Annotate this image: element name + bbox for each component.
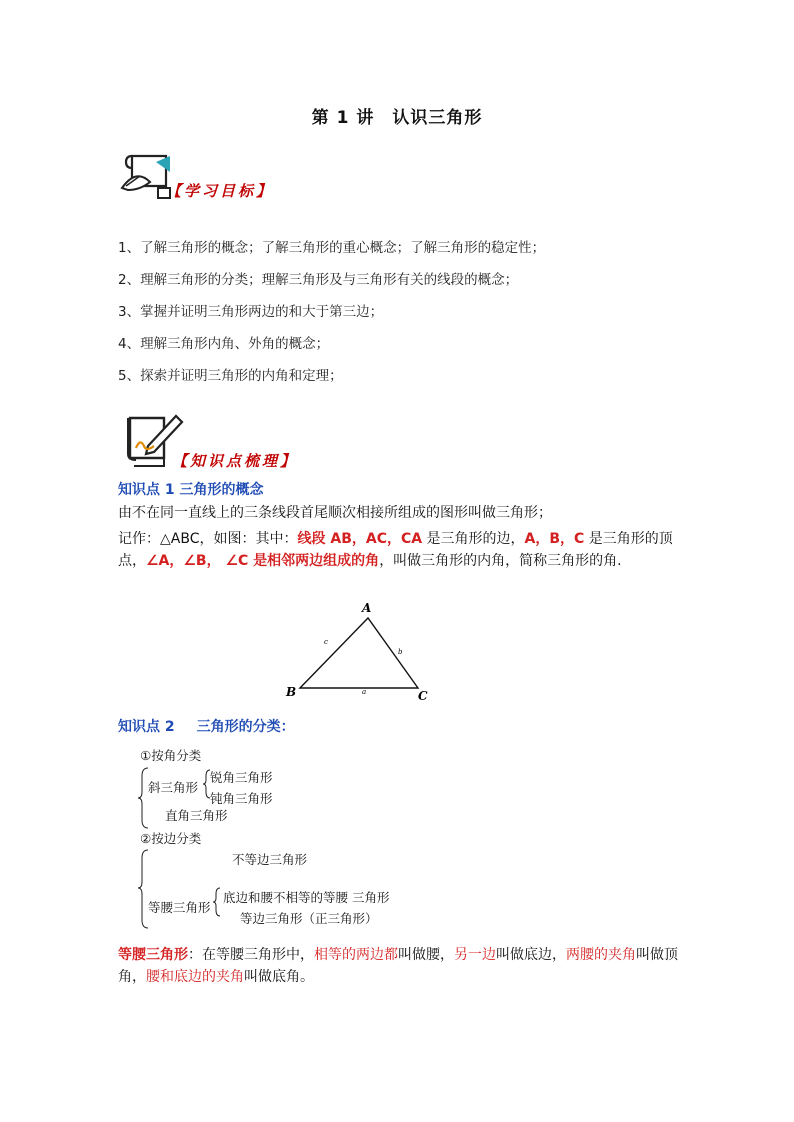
iso-def-base-angle: 腰和底边的夹角 xyxy=(146,969,244,985)
iso-def-p3: 叫做底边， xyxy=(496,947,566,963)
triangle-abc-figure xyxy=(280,598,480,708)
goal-item-3: 3、掌握并证明三角形两边的和大于第三边； xyxy=(118,304,384,320)
page-title xyxy=(0,103,794,128)
kp1-note-vertices: A，B，C xyxy=(524,531,585,547)
kp1-heading: 知识点 1 三角形的概念 xyxy=(118,482,264,498)
right-triangle: 直角三角形 xyxy=(165,808,228,823)
goal-item-5: 5、探索并证明三角形的内角和定理； xyxy=(118,368,343,384)
vertex-label-b: B xyxy=(286,685,297,699)
isosceles-triangle: 等腰三角形 xyxy=(148,900,211,915)
vertex-label-c: C xyxy=(418,689,428,703)
kp1-note-end: ，叫做三角形的内角，简称三角形的角. xyxy=(379,553,622,569)
knowledge-badge-label: 【知识点梳理】 xyxy=(172,452,299,470)
goal-item-4: 4、理解三角形内角、外角的概念； xyxy=(118,336,330,352)
goal-item-2: 2、理解三角形的分类；理解三角形及与三角形有关的线段的概念； xyxy=(118,272,519,288)
iso-def-term: 等腰三角形 xyxy=(118,947,188,963)
iso-def-apex-angle: 两腰的夹角 xyxy=(566,947,636,963)
kp2-heading xyxy=(118,716,295,736)
iso-def-base: 另一边 xyxy=(454,947,496,963)
by-angle-label: ①按角分类 xyxy=(140,748,202,763)
kp1-note-sides: 线段 AB，AC，CA xyxy=(297,531,423,547)
goals-badge xyxy=(118,150,318,206)
obtuse-triangle: 钝角三角形 xyxy=(210,791,273,806)
by-side-label: ②按边分类 xyxy=(140,831,202,846)
vertex-label-a: A xyxy=(362,601,372,615)
iso-def-p5: 叫做底角。 xyxy=(244,969,314,985)
lecture-number: 第 1 讲 xyxy=(311,108,375,128)
iso-def-p4: 叫做顶角， xyxy=(118,947,678,985)
goal-item-1: 1、了解三角形的概念；了解三角形的重心概念；了解三角形的稳定性； xyxy=(118,240,546,256)
iso-def-legs: 相等的两边都 xyxy=(314,947,398,963)
scalene-triangle: 不等边三角形 xyxy=(232,852,308,867)
lecture-name: 认识三角形 xyxy=(392,108,483,128)
goals-badge-label: 【学习目标】 xyxy=(166,182,275,200)
kp2-heading-number: 知识点 2 xyxy=(118,719,175,735)
kp2-heading-title: 三角形的分类： xyxy=(196,719,295,735)
equilateral-triangle: 等边三角形（正三角形） xyxy=(240,911,378,926)
side-label-a: a xyxy=(362,688,367,696)
isosceles-non-equilateral: 底边和腰不相等的等腰 三角形 xyxy=(223,890,390,905)
isosceles-definition xyxy=(118,944,678,988)
acute-triangle: 锐角三角形 xyxy=(210,770,273,785)
kp1-definition: 由不在同一直线上的三条线段首尾顺次相接所组成的图形叫做三角形； xyxy=(118,505,552,521)
iso-def-p1: ：在等腰三角形中， xyxy=(188,947,314,963)
kp1-note-mid2: 是三角形的顶点， xyxy=(118,531,673,569)
side-label-b: b xyxy=(398,648,403,656)
knowledge-badge xyxy=(118,410,338,472)
kp1-note-mid: 是三角形的边， xyxy=(422,531,525,547)
oblique-triangle: 斜三角形 xyxy=(148,780,199,795)
kp1-note xyxy=(118,528,678,572)
side-label-c: c xyxy=(324,638,328,646)
iso-def-p2: 叫做腰， xyxy=(398,947,454,963)
kp1-note-prefix: 记作：△ABC，如图：其中： xyxy=(118,531,298,547)
kp1-note-angles: ∠A，∠B， ∠C 是相邻两边组成的角 xyxy=(146,553,380,569)
